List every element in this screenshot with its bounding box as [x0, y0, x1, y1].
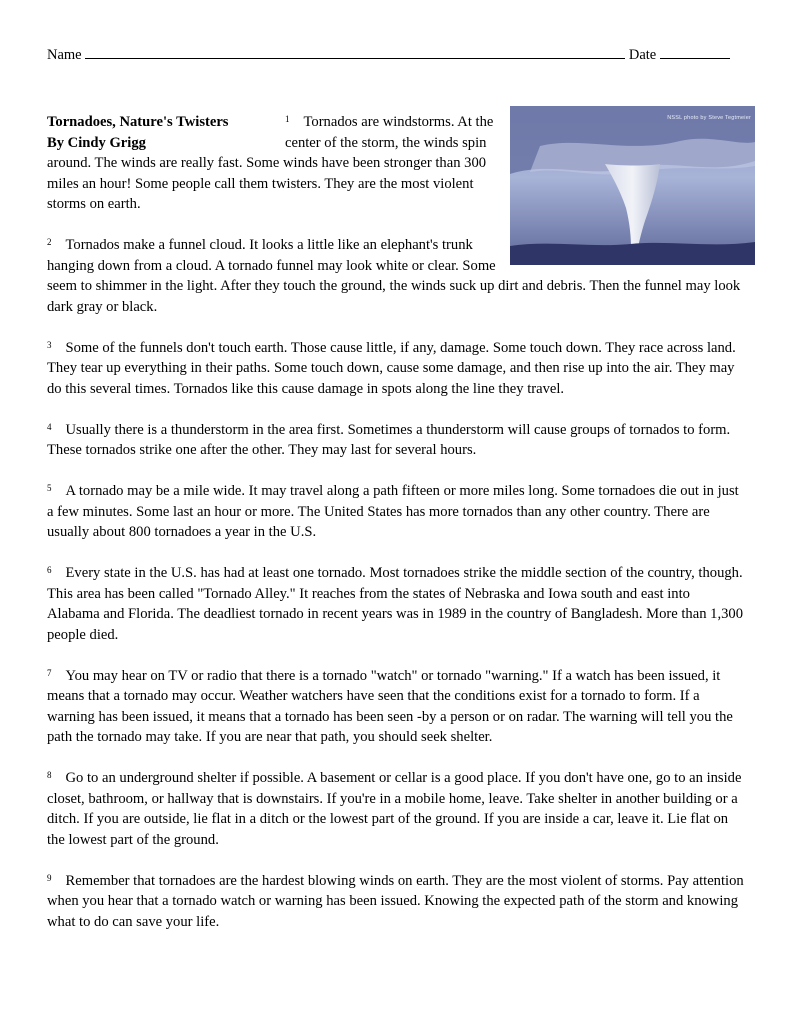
paragraph-3: [47, 338, 745, 400]
article-title: Tornadoes, Nature's Twisters: [47, 114, 229, 130]
paragraph-4: [47, 420, 745, 461]
paragraph-number: 8: [47, 770, 52, 780]
paragraph-8: [47, 768, 745, 850]
article: [47, 112, 751, 953]
paragraph-number: 4: [47, 421, 52, 432]
paragraph-text: Some of the funnels don't touch earth. Those cause little, if any, damage. Some touch down. They race across land. They tear up everything in their paths. Some touch down, cause some damage, and then rise up into the air. They may do this several times. Tornados like this cause damage in spots along the line they travel.: [47, 339, 736, 397]
photo-credit: NSSL photo by Steve Tegtmeier: [667, 115, 751, 121]
paragraph-text: Every state in the U.S. has had at least one tornado. Most tornadoes strike the middle section of the country, though. This area has been called "Tornado Alley." It reaches from the states of Nebraska and Iowa south and east into Alabama and Florida. The deadliest tornado in recent years was in 1989 in the country of Bangladesh. More than 1,300 people died.: [47, 565, 743, 643]
date-blank[interactable]: [660, 46, 730, 59]
paragraph-text: Remember that tornadoes are the hardest blowing winds on earth. They are the most violent of storms. Pay attention when you hear that a tornado watch or warning has been issued. Knowing the expected path of the storm and knowing what to do can save your life.: [47, 872, 744, 930]
title-block: [47, 112, 285, 153]
paragraph-7: [47, 666, 745, 748]
paragraph-text: Usually there is a thunderstorm in the area first. Sometimes a thunderstorm will cause groups of tornados to form. These tornados strike one after the other. They may last for several hours.: [47, 421, 731, 458]
paragraph-number: 1: [285, 114, 290, 124]
paragraph-number: 7: [47, 667, 52, 678]
paragraph-text: Tornados make a funnel cloud. It looks a little like an elephant's trunk hanging down from a cloud. A tornado funnel may look white or clear. Some seem to shimmer in the light. After they touch the ground, the winds suck up dirt and debris. Then the funnel may look dark gray or black.: [47, 237, 741, 315]
paragraph-number: 9: [47, 872, 52, 883]
paragraph-number: 5: [47, 483, 52, 493]
date-label: Date: [628, 47, 657, 63]
paragraph-text: A tornado may be a mile wide. It may travel along a path fifteen or more miles long. Some tornadoes die out in just a few minutes. Some last an hour or more. The United States has more tornados than any other country. There are usually about 800 tornadoes a year in the U.S.: [47, 483, 739, 540]
paragraph-6: [47, 563, 745, 645]
paragraph-number: 6: [47, 565, 52, 575]
tornado-image: [510, 106, 755, 265]
name-blank[interactable]: [85, 46, 625, 59]
paragraph-text: Go to an underground shelter if possible. A basement or cellar is a good place. If you don't have one, go to an inside closet, bathroom, or hallway that is downstairs. If you're in a mobile home, leave. Take shelter in another building or a ditch. If you are outside, lie flat in a ditch or the lowest part of the ground. If you are inside a car, leave it. Lie flat on the lowest part of the ground.: [47, 770, 742, 848]
paragraph-text: You may hear on TV or radio that there is a tornado "watch" or tornado "warning." If a watch has been issued, it means that a tornado may occur. Weather watchers have seen that the conditions exist for a tornado to form. If a warning has been issued, it means that a tornado has been seen -by a person or on radar. The warning will tell you the path the tornado may take. If you are near that path, you should seek shelter.: [47, 667, 733, 745]
name-label: Name: [47, 47, 82, 63]
paragraph-text: Tornados are windstorms. At the center of the storm, the winds spin around. The winds are really fast. Some winds have been stronger than 300 miles an hour! Some people call them twisters. They are the most violent storms on earth.: [47, 114, 494, 212]
paragraph-9: [47, 871, 745, 933]
name-date-header: [47, 46, 747, 64]
article-byline: By Cindy Grigg: [47, 134, 146, 151]
paragraph-5: [47, 481, 745, 543]
tornado-photo: [510, 106, 755, 265]
paragraph-number: 3: [47, 339, 52, 350]
paragraph-number: 2: [47, 237, 52, 247]
